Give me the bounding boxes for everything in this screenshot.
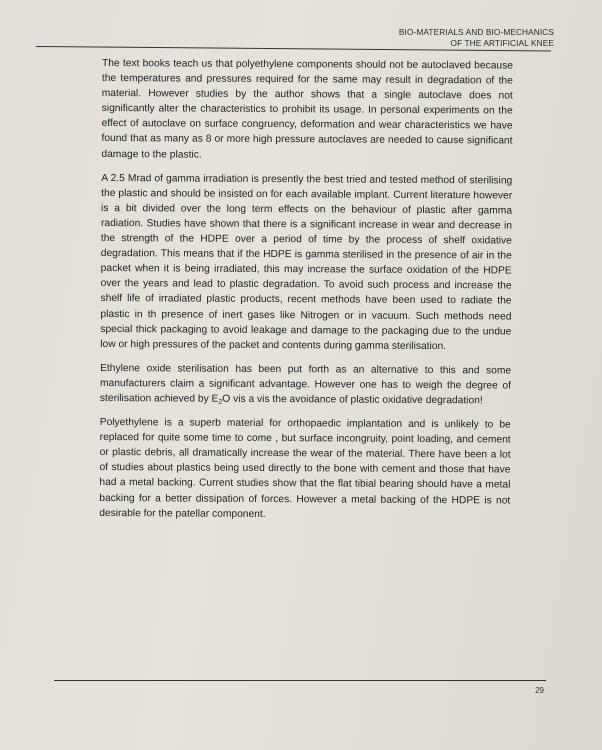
header-line-1: BIO-MATERIALS AND BIO-MECHANICS xyxy=(398,27,554,37)
footer-rule xyxy=(54,680,546,681)
paragraph-gamma-irradiation: A 2.5 Mrad of gamma irradiation is presently the best tried and tested method of sterilising the plastic and should be insisted on for each available implant. Current literature however is a bit divided over the long term effects on the behaviour of plastic after gamma radiation. Studies have shown that there is a significant increase in wear and decrease in the strength of the HDPE over a period of time by the process of shelf oxidative degradation. This means that if the HDPE is gamma sterilised in the presence of air in the packet when it is being irradiated, this may increase the surface oxidation of the HDPE over the years and lead to plastic degradation. To avoid such process and increase the shelf life of irradiated plastic products, recent methods have been used to radiate the plastic in th presence of inert gases like Nitrogen or in vacuum. Such methods need special thick packaging to avoid leakage and damage to the packaging due to the undue low or high pressures of the packet and contents during gamma sterilisation. xyxy=(100,172,513,352)
header-line-2: OF THE ARTIFICIAL KNEE xyxy=(450,38,554,48)
subscript-2: 2 xyxy=(218,398,223,406)
paragraph-ethylene-oxide xyxy=(100,361,511,409)
paragraph-ethylene-oxide-part1: Ethylene oxide sterilisation has been put forth as an alternative to this and some manufacturers claim a significant advantage. However one has to weigh the degree of sterilisation achieved by E xyxy=(99,362,512,405)
page-number: 29 xyxy=(535,686,544,695)
paragraph-ethylene-oxide-part2: O vis a vis the avoidance of plastic oxidative degradation! xyxy=(222,393,483,407)
body-text xyxy=(99,56,513,532)
paragraph-polyethylene: Polyethylene is a superb material for orthopaedic implantation and is unlikely to be replaced for quite some time to come , but surface incongruity, point loading, and cement or plastic debris, all dramatically increase the wear of the material. There have been a lot of studies about plastics being used directly to the bone with cement and those that have had a metal backing. Current studies show that the flat tibial bearing should have a metal backing for a better dissipation of forces. However a metal backing of the HDPE is not desirable for the patellar component. xyxy=(99,417,511,520)
paragraph-autoclave: The text books teach us that polyethylene components should not be autoclaved because the temperatures and pressures required for the same may result in degradation of the material. However studies by the author shows that a single autoclave does not significantly alter the characteristics to prohibit its usage. In personal experiments on the effect of autoclave on surface congruency, deformation and wear characteristics we have found that as many as 8 or more high pressure autoclaves are needed to cause significant damage to the plastic. xyxy=(101,57,513,161)
running-header xyxy=(254,27,554,49)
